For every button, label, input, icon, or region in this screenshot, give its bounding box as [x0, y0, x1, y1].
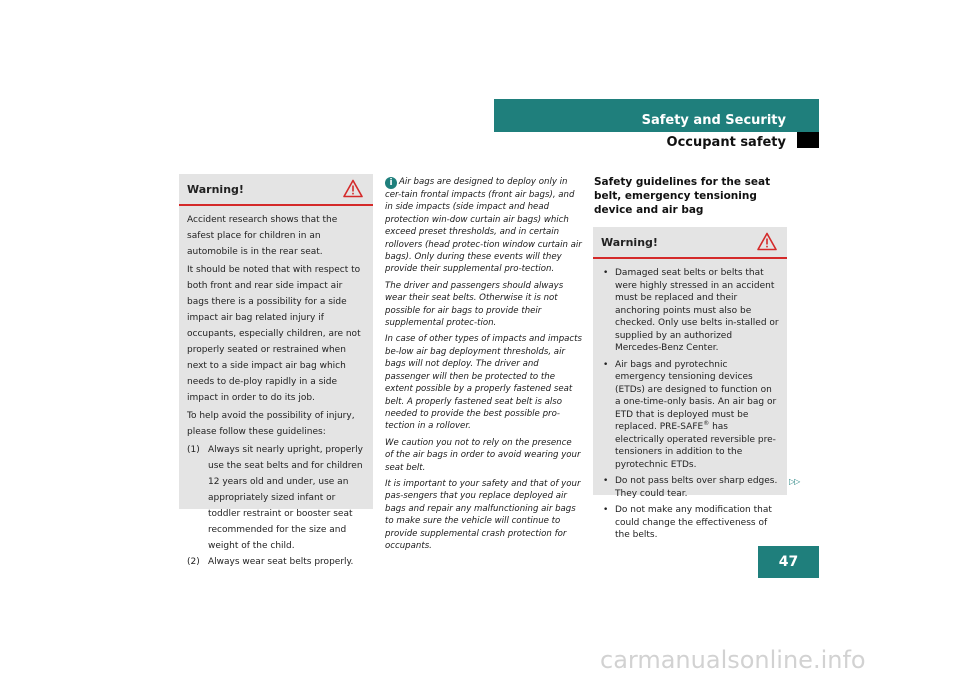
warning-triangle-icon [757, 232, 777, 251]
warning-header [179, 174, 373, 206]
warning-label: Warning! [601, 236, 658, 249]
warning-bullet [601, 475, 779, 500]
section-heading: Safety guidelines for the seat belt, emergency tensioning device and air bag [594, 176, 771, 216]
guideline-text: Always sit nearly upright, properly use the seat belts and for children 12 years old and under, use an appropriately sized infant or toddler restraint or booster seat recommended for the size and weight of the child. [208, 445, 363, 551]
info-paragraph: The driver and passengers should always wear their seat belts. Otherwise it is not possible for air bags to provide their supplemental protec-tion. [385, 280, 564, 329]
header-marker [797, 132, 819, 148]
bullet-icon: • [603, 505, 609, 515]
section-title: Safety and Security [641, 113, 786, 128]
registered-mark: ® [703, 420, 710, 427]
warning-triangle-icon [343, 179, 363, 198]
warning-paragraph: It should be noted that with respect to both front and rear side impact air bags there is a possibility for a side impact air bag related injury if occupants, especially children, are not properly seated or restrained when next to a side impact air bag which needs to de-ploy rapidly in a side impact in order to do its job. [187, 265, 361, 403]
warning-paragraph: To help avoid the possibility of injury, please follow these guidelines: [187, 411, 355, 437]
guideline-item [187, 554, 365, 570]
info-notes [385, 176, 582, 556]
subsection-title: Occupant safety [666, 135, 786, 150]
watermark: carmanualsonline.info [600, 646, 866, 674]
page-number: 47 [758, 546, 819, 578]
guideline-text: Always wear seat belts properly. [208, 557, 354, 567]
info-paragraph: We caution you not to rely on the presence of the air bags in order to avoid wearing your seat belt. [385, 437, 581, 473]
guideline-number: (2) [187, 557, 200, 567]
info-text: Air bags are designed to deploy only in cer-tain frontal impacts (front air bags), and in side impacts (side impact and head protection win-dow curtain air bags) which exceed preset thresholds, and in certain rollovers (head protec-tion window curtain air bags). Only during these events will they provide their supplemental pro-tection. [385, 177, 582, 275]
warning-bullet [601, 267, 779, 355]
bullet-text: Do not make any modification that could change the effectiveness of the belts. [615, 505, 772, 540]
warning-bullet [601, 359, 779, 472]
warning-body [179, 206, 373, 576]
guideline-number: (1) [187, 445, 200, 455]
info-icon: i [385, 177, 397, 189]
warning-paragraph: Accident research shows that the safest place for children in an automobile is in the rear seat. [187, 215, 338, 257]
info-paragraph [385, 176, 582, 276]
guideline-item [187, 442, 365, 554]
warning-bullet [601, 504, 779, 542]
bullet-icon: • [603, 476, 609, 486]
warning-header [593, 227, 787, 259]
bullet-text: Air bags and pyrotechnic emergency tensioning devices (ETDs) are designed to function on a one-time-only basis. An air bag or ETD that is deployed must be replaced. PRE-SAFE [615, 359, 777, 432]
bullet-text: has electrically operated reversible pre-tensioners in addition to the pyrotechnic ETDs. [615, 422, 776, 470]
bullet-text: Do not pass belts over sharp edges. They could tear. [615, 476, 778, 499]
bullet-text: Damaged seat belts or belts that were highly stressed in an accident must be replaced and their anchoring points must also be checked. Only use belts in-stalled or supplied by an authorized Mercedes-Benz Center. [615, 268, 779, 353]
warning-box-left [179, 174, 373, 567]
continue-arrows-icon: ▷▷ [789, 477, 800, 486]
warning-box-right [593, 227, 787, 540]
warning-label: Warning! [187, 183, 244, 196]
info-paragraph: It is important to your safety and that of your pas-sengers that you replace deployed air bags and repair any malfunctioning air bags to make sure the vehicle will continue to provide supplemental crash protection for occupants. [385, 478, 581, 551]
bullet-icon: • [603, 268, 609, 278]
bullet-icon: • [603, 359, 609, 370]
info-paragraph: In case of other types of impacts and impacts be-low air bag deployment thresholds, air bags will not deploy. The driver and passenger will then be protected to the extent possible by a properly fastened seat belt. A properly fastened seat belt is also needed to provide the best possible pro-tection in a rollover. [385, 334, 582, 432]
warning-body [593, 259, 787, 552]
